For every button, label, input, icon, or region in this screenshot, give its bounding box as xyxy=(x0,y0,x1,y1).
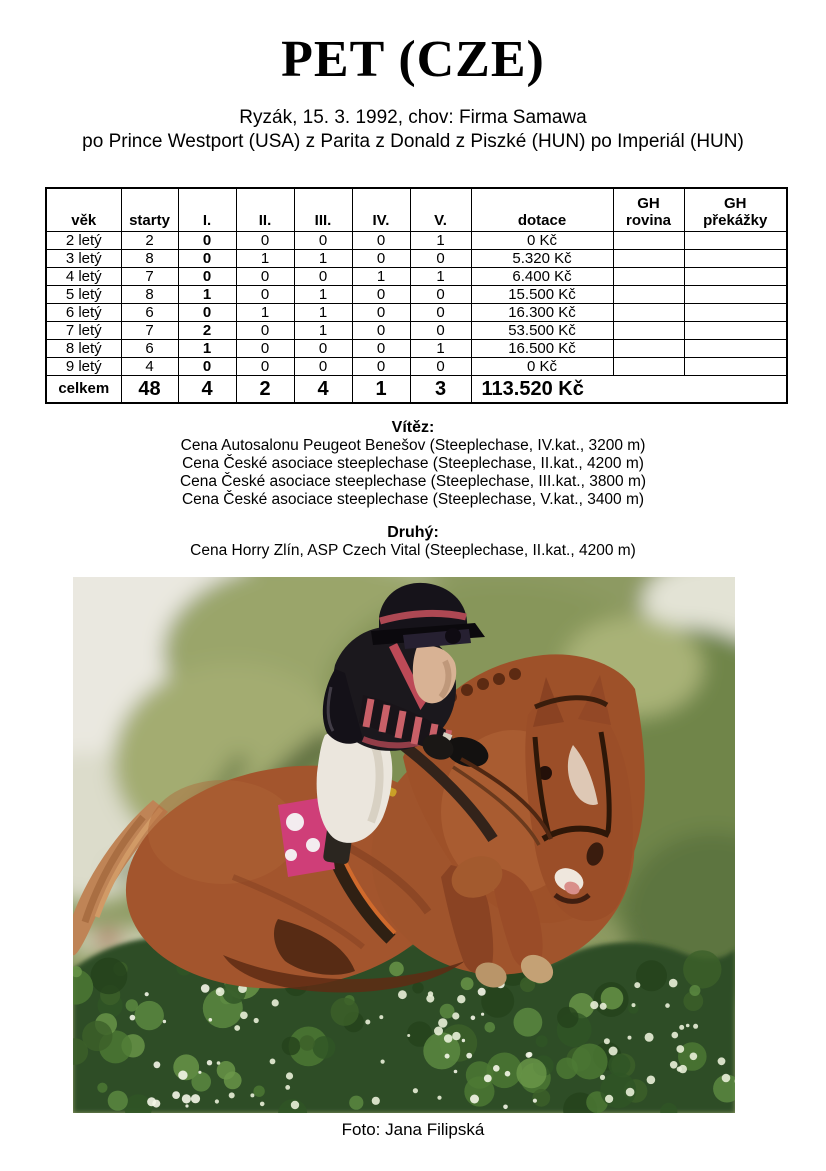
cell-starty: 6 xyxy=(121,304,178,322)
cell-gh-rovina xyxy=(613,286,684,304)
cell-dotace: 6.400 Kč xyxy=(471,268,613,286)
cell-gh-rovina xyxy=(613,358,684,376)
header-place-5: V. xyxy=(410,188,471,232)
winners-section xyxy=(0,419,826,509)
cell-gh-rovina xyxy=(613,304,684,322)
second-place-heading: Druhý: xyxy=(387,524,439,541)
cell-gh-prekazky xyxy=(684,232,787,250)
cell-gh-prekazky xyxy=(684,250,787,268)
photo-caption: Foto: Jana Filipská xyxy=(341,1120,485,1139)
cell-gh-rovina xyxy=(613,232,684,250)
table-row xyxy=(46,358,787,376)
cell-dotace: 53.500 Kč xyxy=(471,322,613,340)
winner-item: Cena České asociace steeplechase (Steeplechase, III.kat., 3800 m) xyxy=(179,473,647,490)
second-place-item: Cena Horry Zlín, ASP Czech Vital (Steeplechase, II.kat., 4200 m) xyxy=(190,542,636,559)
cell-p1: 1 xyxy=(178,340,236,358)
cell-p2: 0 xyxy=(236,358,294,376)
cell-p2: 0 xyxy=(236,322,294,340)
cell-vek: 2 letý xyxy=(46,232,121,250)
winners-heading: Vítěz: xyxy=(391,419,435,436)
table-row xyxy=(46,340,787,358)
table-row xyxy=(46,268,787,286)
total-label: celkem xyxy=(46,376,121,404)
header-gh-rovina: GH rovina xyxy=(613,188,684,232)
cell-dotace: 0 Kč xyxy=(471,232,613,250)
cell-p3: 0 xyxy=(294,232,352,250)
cell-gh-prekazky xyxy=(684,286,787,304)
cell-p3: 0 xyxy=(294,268,352,286)
horse-jumping-illustration xyxy=(73,577,735,1113)
cell-p1: 2 xyxy=(178,322,236,340)
cell-p2: 1 xyxy=(236,250,294,268)
cell-starty: 8 xyxy=(121,286,178,304)
total-dotace: 113.520 Kč xyxy=(471,376,787,404)
cell-p3: 1 xyxy=(294,322,352,340)
cell-dotace: 5.320 Kč xyxy=(471,250,613,268)
cell-starty: 7 xyxy=(121,268,178,286)
cell-starty: 7 xyxy=(121,322,178,340)
total-p2: 2 xyxy=(236,376,294,404)
cell-vek: 9 letý xyxy=(46,358,121,376)
horse-description xyxy=(0,106,826,154)
cell-gh-rovina xyxy=(613,322,684,340)
cell-p4: 0 xyxy=(352,322,410,340)
table-row xyxy=(46,286,787,304)
cell-p1: 0 xyxy=(178,232,236,250)
cell-gh-prekazky xyxy=(684,340,787,358)
cell-p1: 0 xyxy=(178,250,236,268)
cell-p5: 1 xyxy=(410,232,471,250)
horse-photo xyxy=(73,577,735,1113)
second-place-section xyxy=(0,524,826,560)
total-p5: 3 xyxy=(410,376,471,404)
cell-p4: 0 xyxy=(352,304,410,322)
cell-p2: 0 xyxy=(236,286,294,304)
subtitle-line2: po Prince Westport (USA) z Parita z Donald z Piszké (HUN) po Imperiál (HUN) xyxy=(82,131,744,152)
total-starty: 48 xyxy=(121,376,178,404)
page-title: PET (CZE) xyxy=(281,31,545,88)
cell-p2: 0 xyxy=(236,340,294,358)
header-place-3: III. xyxy=(294,188,352,232)
cell-p3: 1 xyxy=(294,286,352,304)
subtitle-line1: Ryzák, 15. 3. 1992, chov: Firma Samawa xyxy=(239,107,587,128)
cell-vek: 3 letý xyxy=(46,250,121,268)
cell-starty: 6 xyxy=(121,340,178,358)
cell-dotace: 15.500 Kč xyxy=(471,286,613,304)
cell-dotace: 16.300 Kč xyxy=(471,304,613,322)
cell-starty: 2 xyxy=(121,232,178,250)
header-gh-prekazky: GH překážky xyxy=(684,188,787,232)
total-p3: 4 xyxy=(294,376,352,404)
cell-vek: 6 letý xyxy=(46,304,121,322)
cell-p5: 0 xyxy=(410,322,471,340)
cell-p4: 0 xyxy=(352,232,410,250)
cell-p3: 1 xyxy=(294,250,352,268)
cell-gh-rovina xyxy=(613,340,684,358)
header-vek: věk xyxy=(46,188,121,232)
cell-p5: 0 xyxy=(410,304,471,322)
table-row xyxy=(46,250,787,268)
cell-p4: 1 xyxy=(352,268,410,286)
cell-gh-rovina xyxy=(613,250,684,268)
table-row xyxy=(46,322,787,340)
cell-p5: 1 xyxy=(410,340,471,358)
winner-item: Cena České asociace steeplechase (Steeplechase, II.kat., 4200 m) xyxy=(182,455,644,472)
cell-p3: 1 xyxy=(294,304,352,322)
cell-dotace: 16.500 Kč xyxy=(471,340,613,358)
cell-vek: 5 letý xyxy=(46,286,121,304)
cell-vek: 8 letý xyxy=(46,340,121,358)
cell-gh-prekazky xyxy=(684,358,787,376)
cell-p3: 0 xyxy=(294,358,352,376)
cell-p1: 0 xyxy=(178,304,236,322)
header-dotace: dotace xyxy=(471,188,613,232)
cell-starty: 4 xyxy=(121,358,178,376)
header-place-1: I. xyxy=(178,188,236,232)
cell-p5: 0 xyxy=(410,358,471,376)
cell-p5: 0 xyxy=(410,286,471,304)
cell-p4: 0 xyxy=(352,340,410,358)
cell-gh-prekazky xyxy=(684,322,787,340)
table-total-row xyxy=(46,376,787,404)
header-place-4: IV. xyxy=(352,188,410,232)
table-row xyxy=(46,232,787,250)
cell-p1: 0 xyxy=(178,358,236,376)
cell-vek: 7 letý xyxy=(46,322,121,340)
cell-p4: 0 xyxy=(352,286,410,304)
cell-p3: 0 xyxy=(294,340,352,358)
cell-gh-prekazky xyxy=(684,268,787,286)
cell-gh-prekazky xyxy=(684,304,787,322)
header-starty: starty xyxy=(121,188,178,232)
cell-starty: 8 xyxy=(121,250,178,268)
cell-dotace: 0 Kč xyxy=(471,358,613,376)
table-header-row xyxy=(46,188,787,232)
cell-p2: 1 xyxy=(236,304,294,322)
winner-item: Cena Autosalonu Peugeot Benešov (Steeplechase, IV.kat., 3200 m) xyxy=(180,437,646,454)
total-p1: 4 xyxy=(178,376,236,404)
table-row xyxy=(46,304,787,322)
cell-p2: 0 xyxy=(236,232,294,250)
cell-p4: 0 xyxy=(352,358,410,376)
cell-gh-rovina xyxy=(613,268,684,286)
total-p4: 1 xyxy=(352,376,410,404)
career-stats-table xyxy=(45,187,788,404)
cell-p5: 1 xyxy=(410,268,471,286)
cell-p1: 0 xyxy=(178,268,236,286)
header-place-2: II. xyxy=(236,188,294,232)
cell-p4: 0 xyxy=(352,250,410,268)
cell-vek: 4 letý xyxy=(46,268,121,286)
winner-item: Cena České asociace steeplechase (Steeplechase, V.kat., 3400 m) xyxy=(181,491,645,508)
cell-p5: 0 xyxy=(410,250,471,268)
cell-p1: 1 xyxy=(178,286,236,304)
cell-p2: 0 xyxy=(236,268,294,286)
